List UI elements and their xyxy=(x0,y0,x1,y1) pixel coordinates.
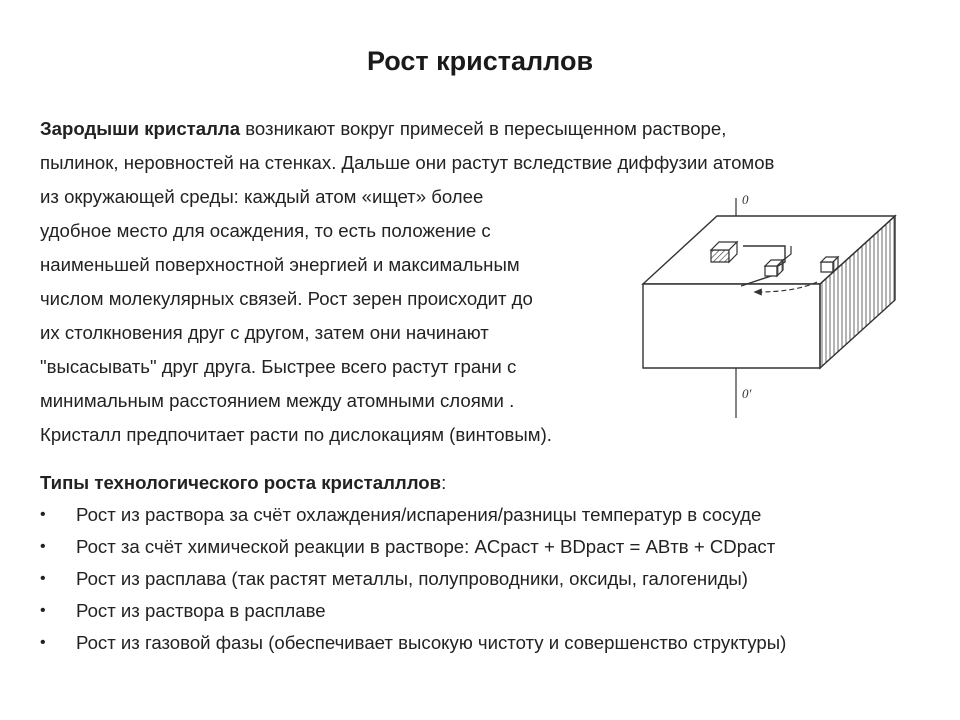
list-item-text: Рост из расплава (так растят металлы, полупроводники, оксиды, галогениды) xyxy=(76,568,748,589)
list-item xyxy=(40,595,940,627)
types-heading-colon: : xyxy=(441,472,447,493)
list-item xyxy=(40,563,940,595)
types-heading-text: Типы технологического роста кристалллов xyxy=(40,472,442,493)
paragraph-line-2: пылинок, неровностей на стенках. Дальше они растут вследствие диффузии атомов xyxy=(40,152,775,173)
list-item-text: Рост за счёт химической реакции в растворе: ACраст + BDраст = ABтв + CDраст xyxy=(76,536,776,557)
paragraph-line-9: минимальным расстоянием между атомными слоями . xyxy=(40,390,515,411)
types-heading xyxy=(40,468,446,498)
bullet-icon: • xyxy=(40,634,46,651)
list-item xyxy=(40,531,940,563)
list-item xyxy=(40,499,940,531)
bullet-icon: • xyxy=(40,602,46,619)
list-item-text: Рост из раствора в расплаве xyxy=(76,600,326,621)
bullet-icon: • xyxy=(40,538,46,555)
paragraph-line-3: из окружающей среды: каждый атом «ищет» более xyxy=(40,186,484,207)
list-item-text: Рост из газовой фазы (обеспечивает высокую чистоту и совершенство структуры) xyxy=(76,632,787,653)
paragraph-line-5: наименьшей поверхностной энергией и максимальным xyxy=(40,254,520,275)
types-list xyxy=(40,499,940,659)
paragraph-line-6: числом молекулярных связей. Рост зерен происходит до xyxy=(40,288,533,309)
crystal-growth-figure xyxy=(625,180,915,435)
bullet-icon: • xyxy=(40,506,46,523)
axis-top-label: 0 xyxy=(742,192,749,207)
paragraph-text: возникают вокруг примесей в пересыщенном растворе, xyxy=(240,118,727,139)
adatom-block-right xyxy=(821,257,838,272)
list-item xyxy=(40,627,940,659)
block-front-face xyxy=(643,284,820,368)
paragraph-line-8: "высасывать" друг друга. Быстрее всего растут грани с xyxy=(40,356,517,377)
paragraph-line-7: их столкновения друг с другом, затем они начинают xyxy=(40,322,489,343)
axis-bottom-label: 0' xyxy=(742,386,752,401)
paragraph-line-4: удобное место для осаждения, то есть положение с xyxy=(40,220,491,241)
paragraph-line-10: Кристалл предпочитает расти по дислокациям (винтовым). xyxy=(40,424,552,445)
list-item-text: Рост из раствора за счёт охлаждения/испарения/разницы температур в сосуде xyxy=(76,504,762,525)
slide-title: Рост кристаллов xyxy=(366,46,594,76)
bullet-icon: • xyxy=(40,570,46,587)
bold-lead-text: Зародыши кристалла xyxy=(40,118,241,139)
paragraph-line-1 xyxy=(40,112,920,146)
